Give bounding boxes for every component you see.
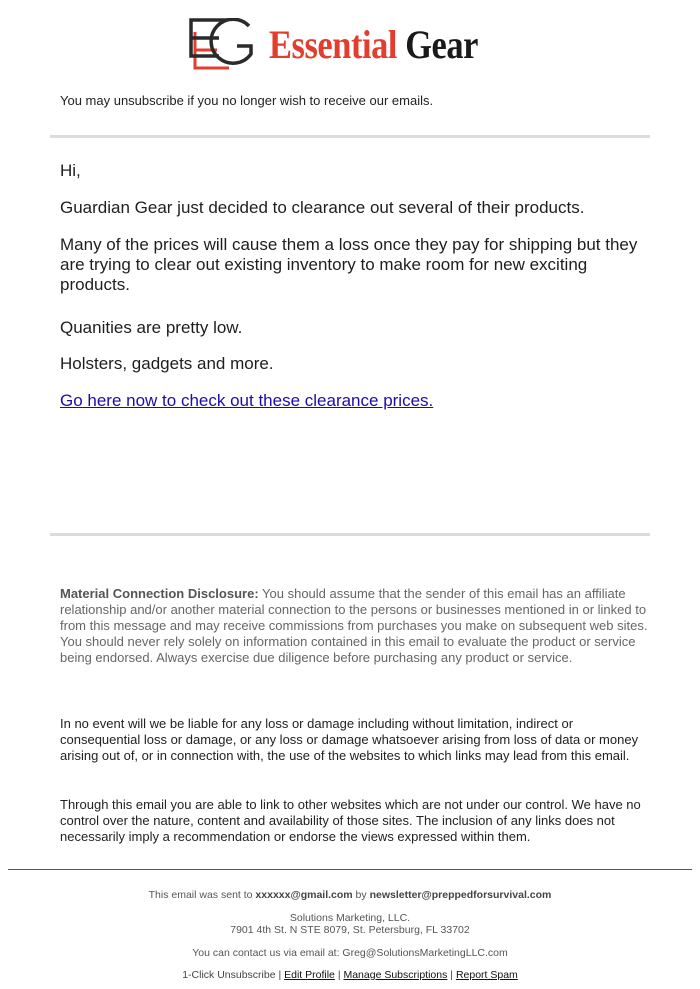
footer-links bbox=[0, 969, 700, 981]
cta-container bbox=[60, 391, 650, 411]
message-paragraph-3: Quanities are pretty low. bbox=[60, 318, 243, 337]
footer-divider bbox=[8, 869, 692, 870]
material-disclosure bbox=[60, 586, 650, 666]
greeting: Hi, bbox=[60, 161, 81, 180]
contact-line: You can contact us via email at: Greg@SolutionsMarketingLLC.com bbox=[192, 947, 508, 959]
middle-divider bbox=[50, 533, 650, 536]
message-paragraph-1: Guardian Gear just decided to clearance out several of their products. bbox=[60, 198, 585, 217]
email-logo bbox=[0, 18, 700, 70]
eg-logo-icon bbox=[189, 18, 255, 70]
disclosure-body: You should assume that the sender of this email has an affiliate relationship and/or another material connection to the persons or businesses mentioned in or linked to from this message and may receive commissions from purchases you make on subsequent web sites. You should never rely solely on information contained in this email to evaluate the product or service being endorsed. Always exercise due diligence before purchasing any product or service. bbox=[60, 586, 648, 665]
clearance-link[interactable]: Go here now to check out these clearance prices. bbox=[60, 391, 434, 410]
company-name: Solutions Marketing, LLC. bbox=[289, 912, 411, 924]
unsubscribe-label[interactable]: 1-Click Unsubscribe bbox=[182, 969, 276, 981]
sender-email: newsletter@preppedforsurvival.com bbox=[369, 889, 552, 901]
brand-word-essential: Essential bbox=[268, 21, 397, 67]
sent-to-line bbox=[0, 889, 700, 901]
brand-name bbox=[269, 21, 478, 68]
top-divider bbox=[50, 135, 650, 138]
manage-subscriptions-link[interactable]: Manage Subscriptions bbox=[343, 969, 448, 981]
report-spam-link[interactable]: Report Spam bbox=[455, 969, 518, 981]
separator: | bbox=[334, 969, 344, 981]
message-paragraph-4: Holsters, gadgets and more. bbox=[60, 354, 274, 373]
sent-by-text: by bbox=[352, 889, 370, 901]
separator: | bbox=[275, 969, 285, 981]
edit-profile-link[interactable]: Edit Profile bbox=[284, 969, 335, 981]
external-links-notice: Through this email you are able to link to other websites which are not under our control. We have no control over the nature, content and availability of those sites. The inclusion of any links does not necessarily imply a recommendation or endorse the views expressed within them. bbox=[60, 797, 641, 844]
recipient-email: xxxxxx@gmail.com bbox=[255, 889, 353, 901]
message-paragraph-2: Many of the prices will cause them a loss once they pay for shipping but they are trying to clear out existing inventory to make room for new exciting products. bbox=[60, 235, 638, 294]
company-address: 7901 4th St. N STE 8079, St. Petersburg, FL 33702 bbox=[230, 924, 470, 936]
liability-notice: In no event will we be liable for any loss or damage including without limitation, indirect or consequential loss or damage, or any loss or damage whatsoever arising from loss of data or money arising out of, or in connection with, the use of the websites to which links may lead from this email. bbox=[60, 716, 639, 763]
unsubscribe-note: You may unsubscribe if you no longer wish to receive our emails. bbox=[60, 93, 434, 108]
sent-to-prefix: This email was sent to bbox=[148, 889, 256, 901]
disclosure-title: Material Connection Disclosure: bbox=[60, 586, 259, 601]
company-block bbox=[0, 912, 700, 936]
separator: | bbox=[447, 969, 456, 981]
brand-word-gear: Gear bbox=[404, 21, 478, 67]
